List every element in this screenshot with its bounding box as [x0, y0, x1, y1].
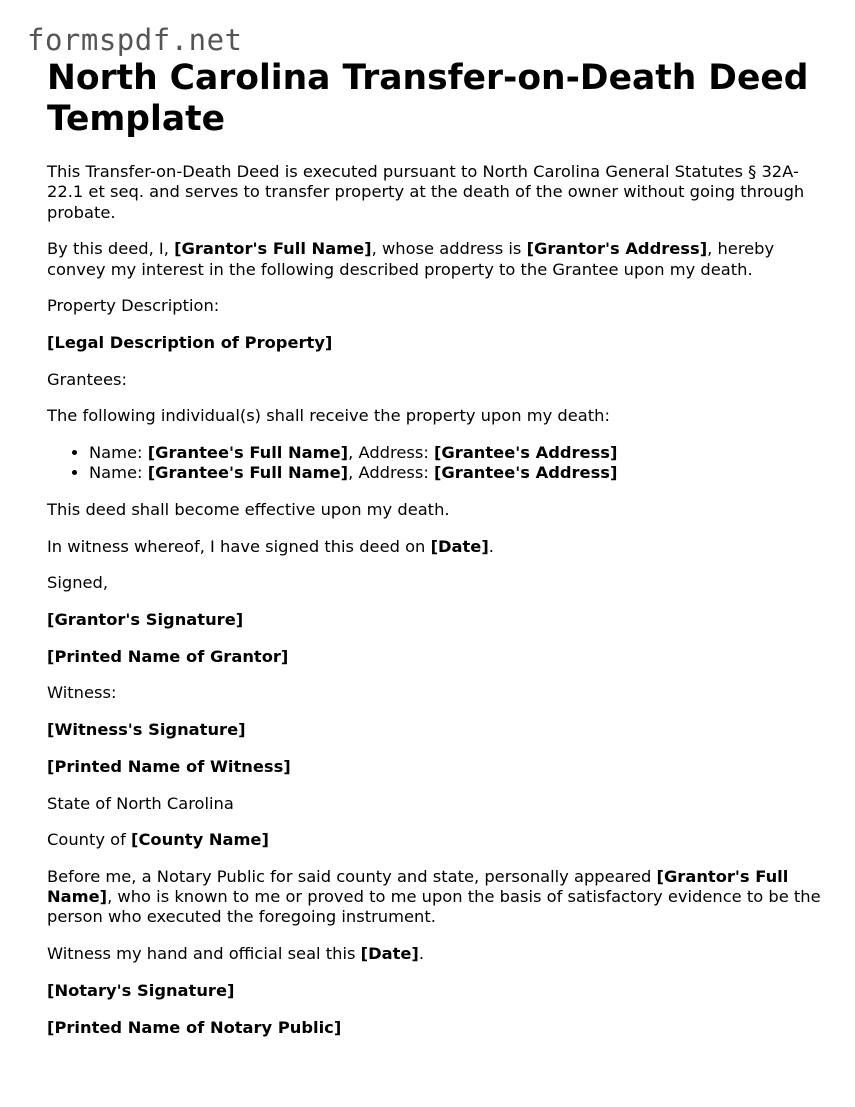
grantee-name-placeholder: [Grantee's Full Name]: [147, 443, 349, 463]
grantees-intro: The following individual(s) shall receive the property upon my death:: [47, 406, 610, 426]
date-placeholder: [Date]: [360, 944, 419, 964]
grantee-address-placeholder: [Grantee's Address]: [433, 463, 618, 483]
conveyance-suffix: , hereby convey my interest in the following described property to the Grantee upon my death.: [47, 239, 775, 279]
signed-label: Signed,: [47, 573, 109, 593]
grantor-signature-placeholder: [Grantor's Signature]: [47, 610, 244, 630]
grantee-address-placeholder: [Grantee's Address]: [433, 443, 618, 463]
conveyance-mid: , whose address is: [371, 239, 527, 259]
county-name-placeholder: [County Name]: [131, 830, 269, 850]
witness-signature-placeholder: [Witness's Signature]: [47, 720, 246, 740]
grantor-address-placeholder: [Grantor's Address]: [526, 239, 708, 259]
document-title: North Carolina Transfer-on-Death Deed Template: [47, 58, 809, 139]
witness-printed-name-placeholder: [Printed Name of Witness]: [47, 756, 291, 776]
date-placeholder: [Date]: [430, 536, 489, 556]
witness-clause: In witness whereof, I have signed this deed on [Date].: [47, 536, 494, 556]
grantor-name-placeholder: [Grantor's Full Name]: [47, 866, 789, 907]
list-item: • Name: [Grantee's Full Name], Address: [Grantee's Address]: [89, 443, 822, 463]
notary-clause: Before me, a Notary Public for said county and state, personally appeared [Grantor's Full Name], who is known to me or proved to me upon the basis of satisfactory evidence to be the person who executed the foregoing instrument.: [47, 866, 821, 927]
state-line: State of North Carolina: [47, 793, 234, 813]
intro-paragraph: This Transfer-on-Death Deed is executed pursuant to North Carolina General Statutes § 32A-22.1 et seq. and serves to transfer property at the death of the owner without going through probate.: [47, 162, 805, 222]
document-body: [47, 58, 822, 1054]
conveyance-prefix: By this deed, I,: [47, 239, 175, 259]
grantor-printed-name-placeholder: [Printed Name of Grantor]: [47, 646, 289, 666]
grantees-label: Grantees:: [47, 369, 127, 389]
notary-printed-name-placeholder: [Printed Name of Notary Public]: [47, 1017, 342, 1037]
grantee-name-placeholder: [Grantee's Full Name]: [147, 463, 349, 483]
grantees-list: [47, 443, 822, 484]
county-line: County of [County Name]: [47, 830, 269, 850]
witness-label: Witness:: [47, 683, 117, 703]
effective-statement: This deed shall become effective upon my death.: [47, 500, 450, 519]
seal-clause: Witness my hand and official seal this [Date].: [47, 944, 425, 964]
grantor-name-placeholder: [Grantor's Full Name]: [174, 239, 372, 259]
notary-signature-placeholder: [Notary's Signature]: [47, 980, 235, 1000]
watermark: formspdf.net: [27, 23, 243, 57]
property-description-label: Property Description:: [47, 296, 220, 316]
list-item: • Name: [Grantee's Full Name], Address: [Grantee's Address]: [89, 463, 822, 483]
legal-description-placeholder: [Legal Description of Property]: [47, 332, 333, 352]
conveyance-paragraph: [47, 239, 822, 280]
